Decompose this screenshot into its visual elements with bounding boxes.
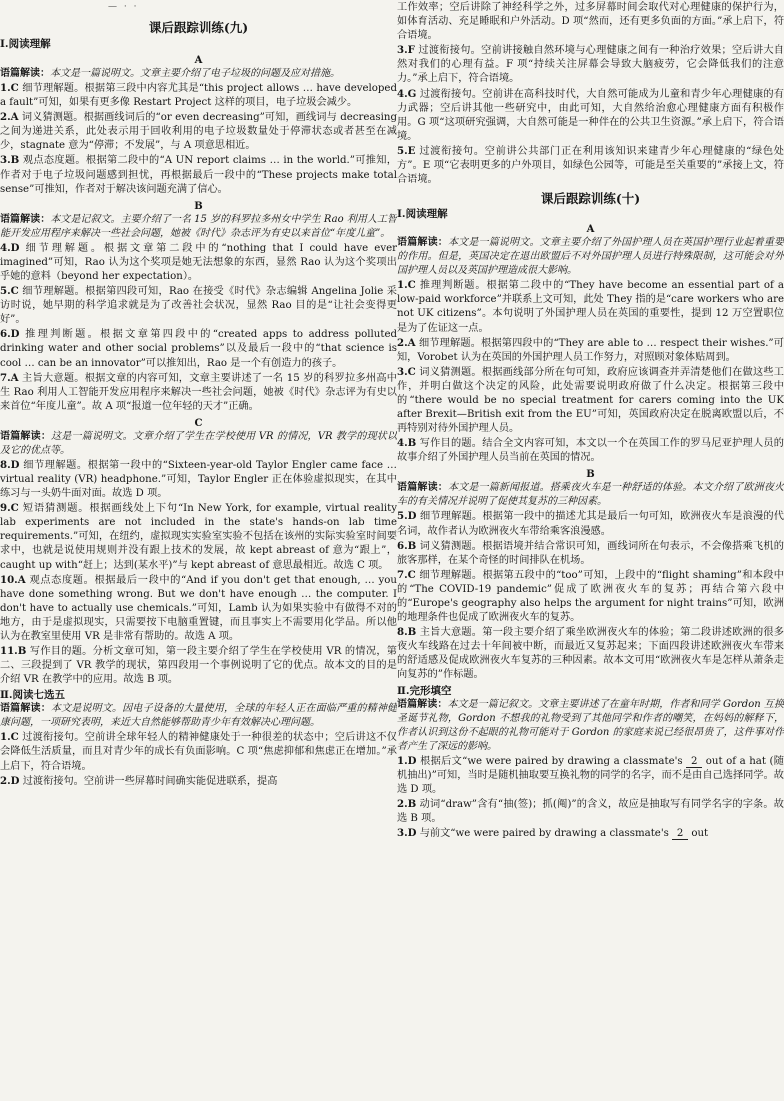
passage-a-label: A (586, 224, 595, 236)
answer-item: 9.C 短语猜测题。根据画线处上下句“In New York, for example, virtual reality lab experiments are not included in the state's hands-on lab time requirements.”可知，在纽约，虚拟现实实验室实验不包括在该州的实际实验室时间要求中，也就是说使用规则并没有跟上技术的发展，故 kept abreast of 意为“跟上”，caught up with“赶上；达到(某水平)”与 kept abreast of 意思最相近。故选 C 项。 (0, 502, 397, 571)
passage-b-label: B (586, 469, 595, 481)
answer-item: 6.B 词义猜测题。根据语境并结合常识可知，画线词所在句表示，不会像搭乘飞机的旅客那样，在某个奇怪的时间排队在机场。 (397, 539, 784, 566)
passage-a-label: A (194, 55, 203, 66)
answer-item: 11.B 写作目的题。分析文章可知，第一段主要介绍了学生在学校使用 VR 的情况，第二、三段提到了 VR 教学的现状，第四段用一个事例说明了它的优点。故本文的目的是介绍 VR 在教学中的应用。故选 B 项。 (0, 645, 397, 686)
passage-b-items (0, 241, 397, 414)
answer-item: 4.B 写作目的题。结合全文内容可知，本文以一个在英国工作的罗马尼亚护理人员的故事介绍了外国护理人员当前在英国的情况。 (397, 437, 784, 464)
answer-item: 2.B 动词“draw”含有“抽(签)；抓(阄)”的含义，故应是抽取写有同学名字的字条。故选 B 项。 (397, 797, 784, 824)
header-scribble: — · · (108, 2, 139, 12)
cloze-items (397, 754, 784, 842)
passage-b-guide: 语篇解读：本文是一篇新闻报道。搭乘夜火车是一种舒适的体验。本文介绍了欧洲夜火车的有关情况并说明了促使其复苏的三种因素。 (397, 482, 784, 508)
answer-item: 2.A 词义猜测题。根据画线词后的“or even decreasing”可知，画线词与 decreasing 之间为递进关系，此处表示用于回收利用的电子垃圾数量处于停滞状态或者甚至在减少，stagnate 意为“停滞；不发展”，与 A 项意思相近。 (0, 111, 397, 152)
answer-item: 1.D 根据后文“we were paired by drawing a classmate's 2 out of a hat (随机抽出)”可知，当时是随机抽取要互换礼物的同学的名字，而不是由自己选择同学。故选 D 项。 (397, 754, 784, 795)
passage-c-guide: 语篇解读：这是一篇说明文。文章介绍了学生在学校使用 VR 的情况，VR 教学的现状以及它的优点等。 (0, 430, 397, 456)
passage-a-items (0, 81, 397, 197)
passage-a-guide: 语篇解读：本文是一篇说明文。文章主要介绍了外国护理人员在英国护理行业起着重要的作用。但是，英国决定在退出欧盟后不对外国护理人员进行特殊限制，这可能会对外国护理人员以及英国护理造成很大影响。 (397, 237, 784, 277)
answer-item: 7.C 细节理解题。根据第五段中的“too”可知，上段中的“flight shaming”和本段中的“The COVID-19 pandemic”促成了欧洲夜火车的复苏；再结合第六段中的“Europe's geography also helps the argument for night trains”可知，欧洲的地理条件也促成了欧洲夜火车的复苏。 (397, 568, 784, 624)
section-reading: Ⅰ.阅读理解 (397, 208, 448, 221)
answer-item: 2.D 过渡衔接句。空前讲一些屏幕时间确实能促进联系，提高 (0, 774, 278, 787)
section-seven-choose-five: Ⅱ.阅读七选五 (0, 689, 66, 702)
passage-a-guide: 语篇解读：本文是一篇说明文。文章主要介绍了电子垃圾的问题及应对措施。 (0, 68, 340, 79)
passage-b-label: B (194, 200, 203, 212)
seven-continued (397, 0, 784, 187)
seven-items (0, 730, 397, 788)
answer-item: 3.C 词义猜测题。根据画线部分所在句可知，政府应该调查并弄清楚他们在做这些工作，并明白做这个决定的风险，此处需要说明政府做了什么决定。根据第三段中的“there would be no special treatment for carers coming into the UK after Brexit—British exit from the EU”可知，英国政府决定在脱离欧盟以后，不再特别对待外国护理人员。 (397, 365, 784, 435)
answer-item: 8.D 细节理解题。根据第一段中的“Sixteen-year-old Taylor Engler came face … virtual reality (VR) headphone.”可知，Taylor Engler 正在体验虚拟现实，在其中练习与一头奶牛面对面。故选 D 项。 (0, 458, 397, 500)
answer-item: 5.D 细节理解题。根据第一段中的描述尤其是最后一句可知，欧洲夜火车是浪漫的代名词，故作者认为欧洲夜火车带给乘客浪漫感。 (397, 510, 784, 537)
answer-item: 工作效率；空后讲除了神经科学之外，过多屏幕时间会取代对心理健康的保护行为，如体育活动、充足睡眠和户外活动。D 项“然而，还有更多负面的方面。”承上启下，符合语境。 (397, 2, 784, 42)
answer-item: 1.C 过渡衔接句。空前讲全球年轻人的精神健康处于一种很差的状态中；空后讲这不仅会降低生活质量，而且对青少年的成长有负面影响。C 项“焦虑抑郁和焦虑正在增加。”承上启下，符合语境。 (0, 731, 397, 772)
passage-c-items (0, 458, 397, 688)
answer-item: 5.C 细节理解题。根据第四段可知，Rao 在接受《时代》杂志编辑 Angelina Jolie 采访时说，她早期的科学追求就是为了改善社会状况，显然 Rao 目的是“让社会变得更好”。 (0, 285, 397, 326)
answer-item: 4.G 过渡衔接句。空前讲在高科技时代，大自然可能成为儿童和青少年心理健康的有力武器；空后讲其他一些研究中，由此可知，大自然给治愈心理健康方面有积极作用。G 项“这项研究强调，大自然可能是一种伴在的公共卫生资源。”承上启下，符合语境。 (397, 87, 784, 142)
cloze-guide: 语篇解读：本文是一篇记叙文。文章主要讲述了在童年时期，作者和同学 Gordon 互换圣诞节礼物，Gordon 不想我的礼物受到了其他同学和作者的嘲笑，在妈妈的解释下，作者认识到这份不起眼的礼物可能对于 Gordon 的家庭来说已经很昂贵了，这件事对作者产生了深远的影响。 (397, 698, 784, 752)
right-column (397, 0, 784, 1101)
passage-c-label: C (194, 417, 203, 429)
section-reading: Ⅰ.阅读理解 (0, 38, 51, 50)
answer-item: 2.A 细节理解题。根据第四段中的“They are able to … respect their wishes.”可知，Vorobet 认为在英国的外国护理人员工作努力，对照顾对象体贴周到。 (397, 336, 784, 363)
answer-item: 6.D 推理判断题。根据文章第四段中的“created apps to address polluted drinking water and other social problems”以及最后一段中的“that science is cool … can be an innovator”可以推知出，Rao 是一个有创造力的孩子。 (0, 328, 397, 369)
answer-item: 10.A 观点态度题。根据最后一段中的“And if you don't get that enough, … you have done something wrong. But we don't have enough … the computer. I don't have to actually use chemicals.”可知，Lamb 认为如果实验中有做得不对的地方，由于是虚拟现实，只需要按下电脑重置键，而且事实上不需要用化学品。所以他认为在教室里使用 VR 是非常有帮助的。故选 A 项。 (0, 573, 397, 642)
passage-b-guide: 语篇解读：本文是记叙文。主要介绍了一名 15 岁的科罗拉多州女中学生 Rao 利用人工智能开发应用程序来解决一些社会问题，她被《时代》杂志评为有史以来首位“年度儿童”。 (0, 213, 397, 239)
answer-item: 8.B 主旨大意题。第一段主要介绍了乘坐欧洲夜火车的体验；第二段讲述欧洲的很多夜火车线路在过去十年间被中断，而最近又复苏起来；下面四段讲述欧洲夜火车带来的舒适感及促成欧洲夜火车复苏的三种因素。故本文可用“欧洲夜火车是怎样从萧条走向复苏的”作标题。 (397, 626, 784, 681)
answer-item: 3.D 与前文“we were paired by drawing a classmate's 2 out (397, 827, 709, 840)
seven-guide: 语篇解读：本文是说明文。因电子设备的大量使用，全球的年轻人正在面临严重的精神健康问题，一项研究表明，来近大自然能够帮助青少年有效解决心理问题。 (0, 703, 397, 729)
answer-item: 1.C 推理判断题。根据第二段中的“They have become an essential part of a low-paid workforce”并联系上文可知，此处 They 指的是“care workers who are not UK citizens”。本句说明了外国护理人员在英国的重要性，提到 12 万空置职位是为了佐证这一点。 (397, 279, 784, 334)
blank-number: 2 (672, 828, 688, 840)
passage-a-items (397, 278, 784, 465)
passage-b-items (397, 509, 784, 682)
answer-item: 4.D 细节理解题。根据文章第二段中的“nothing that I could have ever imagined”可知，Rao 认为这个奖项是她无法想象的东西，显然 Rao 认为这个奖项出乎她的意料（beyond her expectation）。 (0, 241, 397, 282)
answer-item: 3.B 观点态度题。根据第二段中的“A UN report claims … in the world.”可推知，作者对于电子垃圾问题感到担忧，再根据最后一段中的“These projects make total sense”可推知，作者对于解决该问题充满了信心。 (0, 154, 397, 195)
page-title-nine: 课后跟踪训练(九) (148, 20, 249, 35)
blank-number: 2 (686, 756, 702, 768)
answer-item: 1.C 细节理解题。根据第三段中内容尤其是“this project allows … have developed a fault”可知，如果有更多像 Restart Project 这样的项目，电子垃圾会减少。 (0, 82, 397, 109)
answer-item: 7.A 主旨大意题。根据文章的内容可知，文章主要讲述了一名 15 岁的科罗拉多州高中生 Rao 利用人工智能开发应用程序来解决一些社会问题，她被《时代》杂志评为有史以来首位“年度儿童”。故 A 项“报道一位年轻的天才”正确。 (0, 371, 397, 412)
page-title-ten: 课后跟踪训练(十) (540, 191, 641, 207)
answer-item: 5.E 过渡衔接句。空前讲公共部门正在利用该知识来建青少年心理健康的“绿色处方”。E 项“它表明更多的户外项目，如绿色公园等，可能是至关重要的”承接上文，符合语境。 (397, 144, 784, 186)
section-cloze: Ⅱ.完形填空 (397, 684, 452, 697)
answer-item: 3.F 过渡衔接句。空前讲接触自然环境与心理健康之间有一种治疗效果；空后讲大自然对我们的心理有益。F 项“持续关注屏幕会导致大脑疲劳，它会降低我们的注意力。”承上启下，符合语境。 (397, 44, 784, 85)
